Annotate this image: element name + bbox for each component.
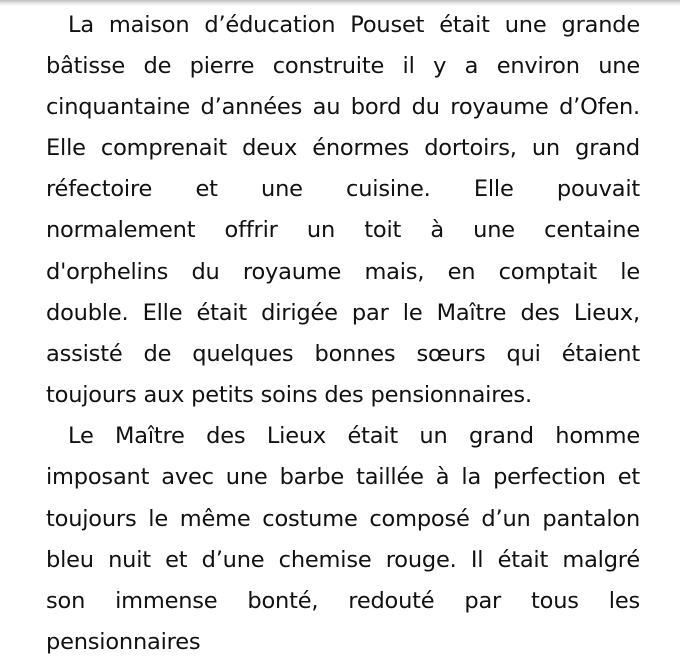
paragraph-2-line-1: Le Maître des Lieux était un grand homme	[68, 423, 640, 449]
paragraph-1-line-7: d'orphelins du royaume mais, en comptait le	[46, 259, 640, 285]
paragraph-1-line-2: bâtisse de pierre construite il y a environ une	[46, 53, 640, 79]
paragraph-1-line-4: Elle comprenait deux énormes dortoirs, un grand	[46, 135, 640, 161]
paragraph-1-line-3: cinquantaine d’années au bord du royaume d’Ofen.	[46, 94, 640, 120]
paragraph-1-line-10: toujours aux petits soins des pensionnaires.	[46, 382, 532, 408]
paragraph-1-line-1: La maison d’éducation Pouset était une grande	[68, 12, 640, 38]
paragraph-1-line-5: réfectoire et une cuisine. Elle pouvait	[46, 176, 640, 202]
paragraph-2-line-5: son immense bonté, redouté par tous les	[46, 588, 640, 614]
paragraph-1-line-6: normalement offrir un toit à une centaine	[46, 217, 640, 243]
paragraph-2-line-2: imposant avec une barbe taillée à la perfection et	[46, 464, 640, 490]
paragraph-2-line-3: toujours le même costume composé d’un pantalon	[46, 506, 640, 532]
paragraph-2-line-6: pensionnaires	[46, 629, 201, 655]
paragraph-2-line-4: bleu nuit et d’une chemise rouge. Il était malgré	[46, 547, 640, 573]
paragraph-1-line-8: double. Elle était dirigée par le Maître des Lieux,	[46, 300, 640, 326]
paragraph-1-line-9: assisté de quelques bonnes sœurs qui étaient	[46, 341, 640, 367]
